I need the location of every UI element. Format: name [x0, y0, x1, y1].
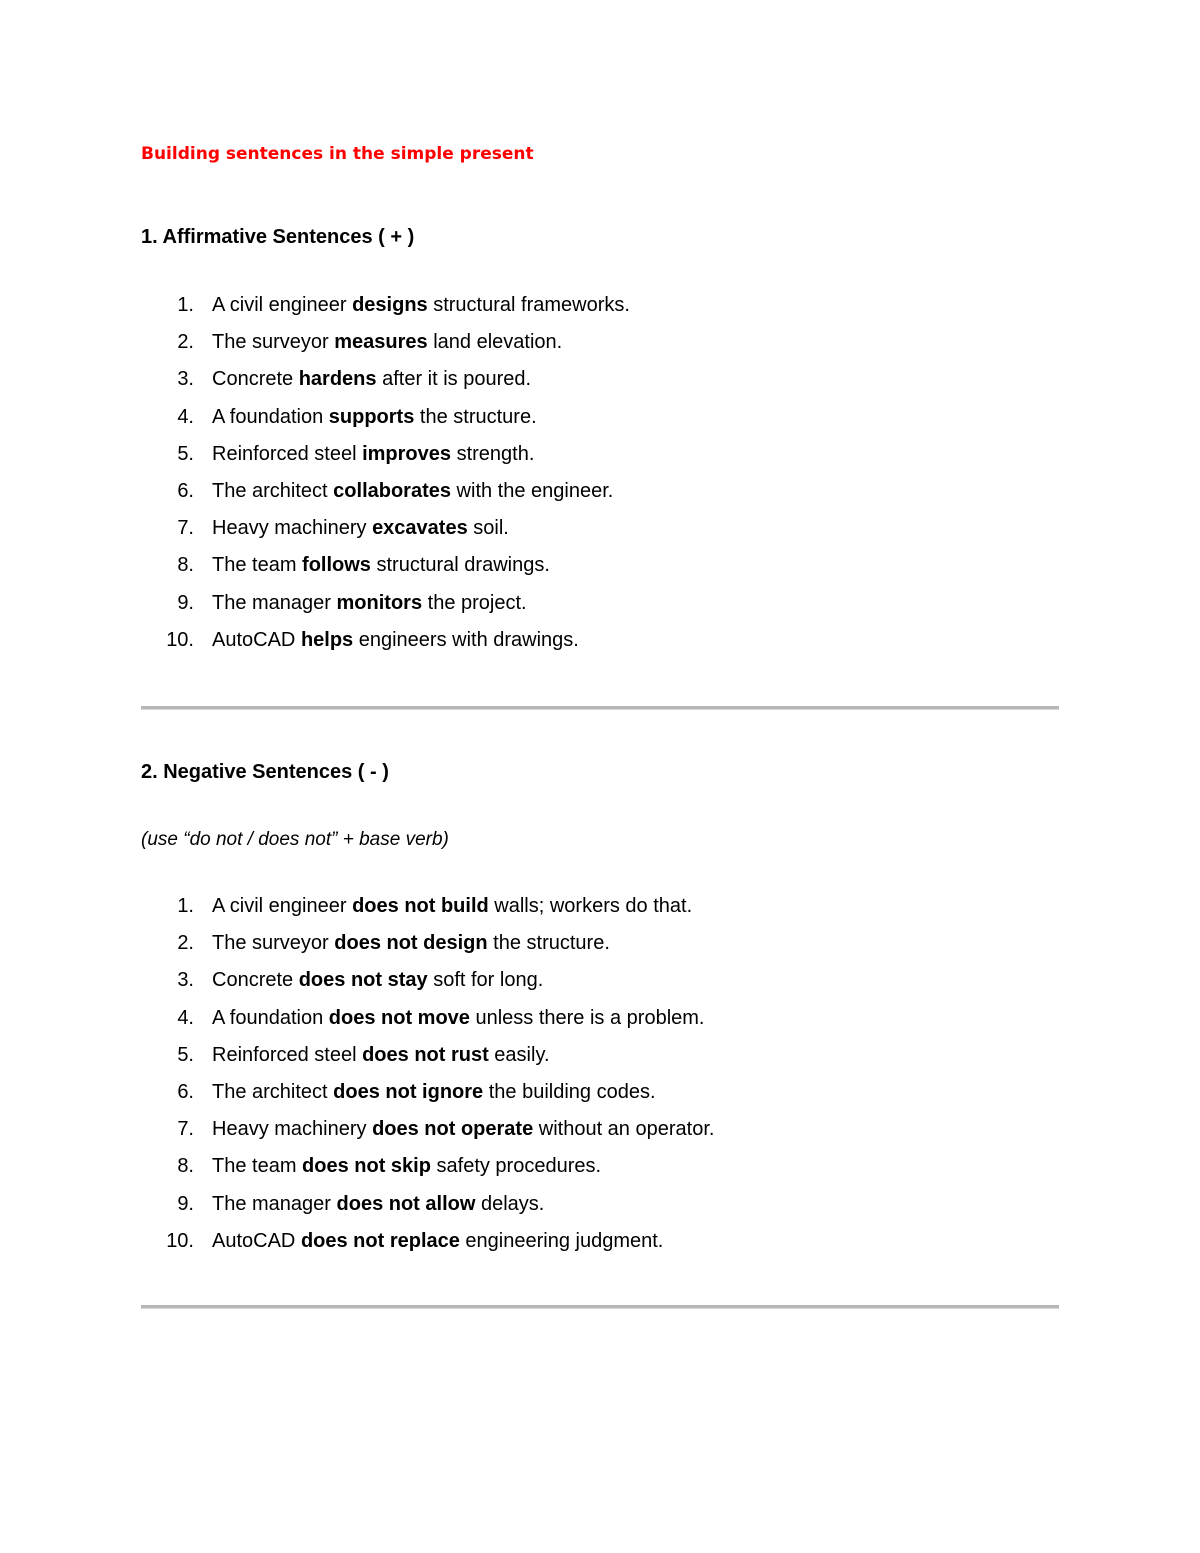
document-title: Building sentences in the simple present — [141, 144, 534, 164]
sentence-subject: The architect — [212, 1080, 334, 1103]
sentence-verb: does not rust — [362, 1043, 489, 1066]
sentence-subject: AutoCAD — [212, 628, 301, 651]
sentence-rest: walls; workers do that. — [488, 895, 693, 917]
sentence-verb: supports — [328, 405, 415, 428]
item-number: 8. — [177, 1155, 194, 1178]
sentence-rest: the building codes. — [483, 1080, 656, 1103]
sentence-subject: The manager — [212, 1192, 337, 1215]
item-number: 6. — [177, 479, 194, 502]
item-number: 8. — [177, 554, 194, 577]
sentence-rest: the structure. — [487, 932, 610, 955]
item-number: 9. — [177, 1192, 194, 1215]
sentence-verb: helps — [300, 628, 354, 651]
sentence-text — [212, 592, 527, 614]
sentence-rest: with the engineer. — [451, 479, 614, 502]
item-number: 7. — [177, 1118, 194, 1141]
sentence-subject: Concrete — [212, 969, 299, 992]
sentence-rest: delays. — [475, 1192, 545, 1215]
sentence-rest: engineers with drawings. — [353, 628, 579, 651]
sentence-text — [212, 629, 579, 651]
sentence-verb: designs — [352, 294, 428, 316]
sentence-text — [212, 443, 534, 465]
sentence-text — [212, 406, 537, 428]
sentence-subject: A civil engineer — [212, 895, 353, 917]
section-divider — [141, 706, 1059, 710]
sentence-subject: Reinforced steel — [212, 442, 363, 465]
sentence-text — [212, 1044, 550, 1066]
sentence-subject: A foundation — [212, 405, 329, 428]
item-number: 3. — [177, 969, 194, 992]
sentence-rest: without an operator. — [533, 1118, 715, 1141]
item-number: 10. — [166, 628, 194, 651]
sentence-subject: Heavy machinery — [212, 1118, 373, 1141]
sentence-subject: Heavy machinery — [212, 517, 373, 540]
item-number: 1. — [177, 895, 194, 917]
item-number: 6. — [177, 1080, 194, 1103]
sentence-verb: does not stay — [298, 969, 428, 992]
sentence-text — [212, 1155, 601, 1177]
sentence-text — [212, 1007, 704, 1029]
item-number: 2. — [177, 331, 194, 354]
sentence-subject: AutoCAD — [212, 1229, 301, 1252]
sentence-verb: follows — [302, 554, 371, 577]
sentence-rest: structural drawings. — [370, 554, 550, 577]
sentence-text — [212, 1193, 544, 1215]
sentence-subject: The manager — [212, 591, 337, 614]
item-number: 5. — [177, 1043, 194, 1066]
sentence-rest: after it is poured. — [376, 368, 532, 391]
section-divider — [141, 1305, 1059, 1309]
sentence-text — [212, 554, 550, 576]
sentence-text — [212, 969, 543, 991]
negative-heading: 2. Negative Sentences ( - ) — [141, 761, 389, 783]
sentence-verb: does not ignore — [333, 1080, 484, 1103]
sentence-text — [212, 294, 630, 316]
item-number: 1. — [177, 294, 194, 316]
sentence-subject: The architect — [212, 479, 334, 502]
sentence-text — [212, 932, 610, 954]
sentence-verb: does not design — [334, 932, 488, 955]
sentence-subject: Concrete — [212, 368, 299, 391]
sentence-rest: the structure. — [414, 405, 537, 428]
sentence-text — [212, 368, 531, 390]
sentence-verb: monitors — [336, 591, 423, 614]
sentence-verb: does not allow — [336, 1192, 476, 1215]
sentence-subject: The surveyor — [212, 932, 335, 955]
sentence-verb: does not build — [352, 895, 489, 917]
item-number: 10. — [166, 1229, 194, 1252]
item-number: 2. — [177, 932, 194, 955]
sentence-subject: The team — [212, 554, 303, 577]
sentence-text — [212, 331, 562, 353]
sentence-subject: A civil engineer — [212, 294, 353, 316]
sentence-rest: soil. — [467, 517, 509, 540]
sentence-rest: engineering judgment. — [459, 1229, 664, 1252]
sentence-verb: does not move — [328, 1006, 470, 1029]
sentence-verb: does not replace — [300, 1229, 460, 1252]
sentence-rest: structural frameworks. — [427, 294, 630, 316]
sentence-rest: strength. — [451, 442, 535, 465]
negative-instruction: (use “do not / does not” + base verb) — [141, 829, 449, 850]
affirmative-heading: 1. Affirmative Sentences ( + ) — [141, 226, 415, 248]
sentence-rest: land elevation. — [427, 331, 563, 354]
sentence-rest: easily. — [488, 1043, 550, 1066]
item-number: 4. — [177, 1006, 194, 1029]
sentence-text — [212, 517, 509, 539]
sentence-text — [212, 1081, 656, 1103]
sentence-text — [212, 1230, 663, 1252]
sentence-verb: does not operate — [372, 1118, 534, 1141]
sentence-verb: excavates — [372, 517, 468, 540]
sentence-text — [212, 895, 692, 917]
sentence-rest: safety procedures. — [430, 1155, 602, 1178]
item-number: 7. — [177, 517, 194, 540]
sentence-text — [212, 1118, 714, 1140]
sentence-subject: The team — [212, 1155, 303, 1178]
sentence-verb: measures — [334, 331, 428, 354]
sentence-text — [212, 480, 613, 502]
sentence-verb: collaborates — [333, 479, 451, 502]
sentence-rest: unless there is a problem. — [469, 1006, 705, 1029]
sentence-verb: hardens — [298, 368, 377, 391]
sentence-rest: the project. — [422, 591, 527, 614]
sentence-subject: Reinforced steel — [212, 1043, 363, 1066]
item-number: 9. — [177, 591, 194, 614]
sentence-subject: The surveyor — [212, 331, 335, 354]
item-number: 5. — [177, 442, 194, 465]
item-number: 4. — [177, 405, 194, 428]
sentence-rest: soft for long. — [427, 969, 544, 992]
item-number: 3. — [177, 368, 194, 391]
sentence-verb: improves — [362, 442, 452, 465]
sentence-subject: A foundation — [212, 1006, 329, 1029]
sentence-verb: does not skip — [302, 1155, 431, 1178]
